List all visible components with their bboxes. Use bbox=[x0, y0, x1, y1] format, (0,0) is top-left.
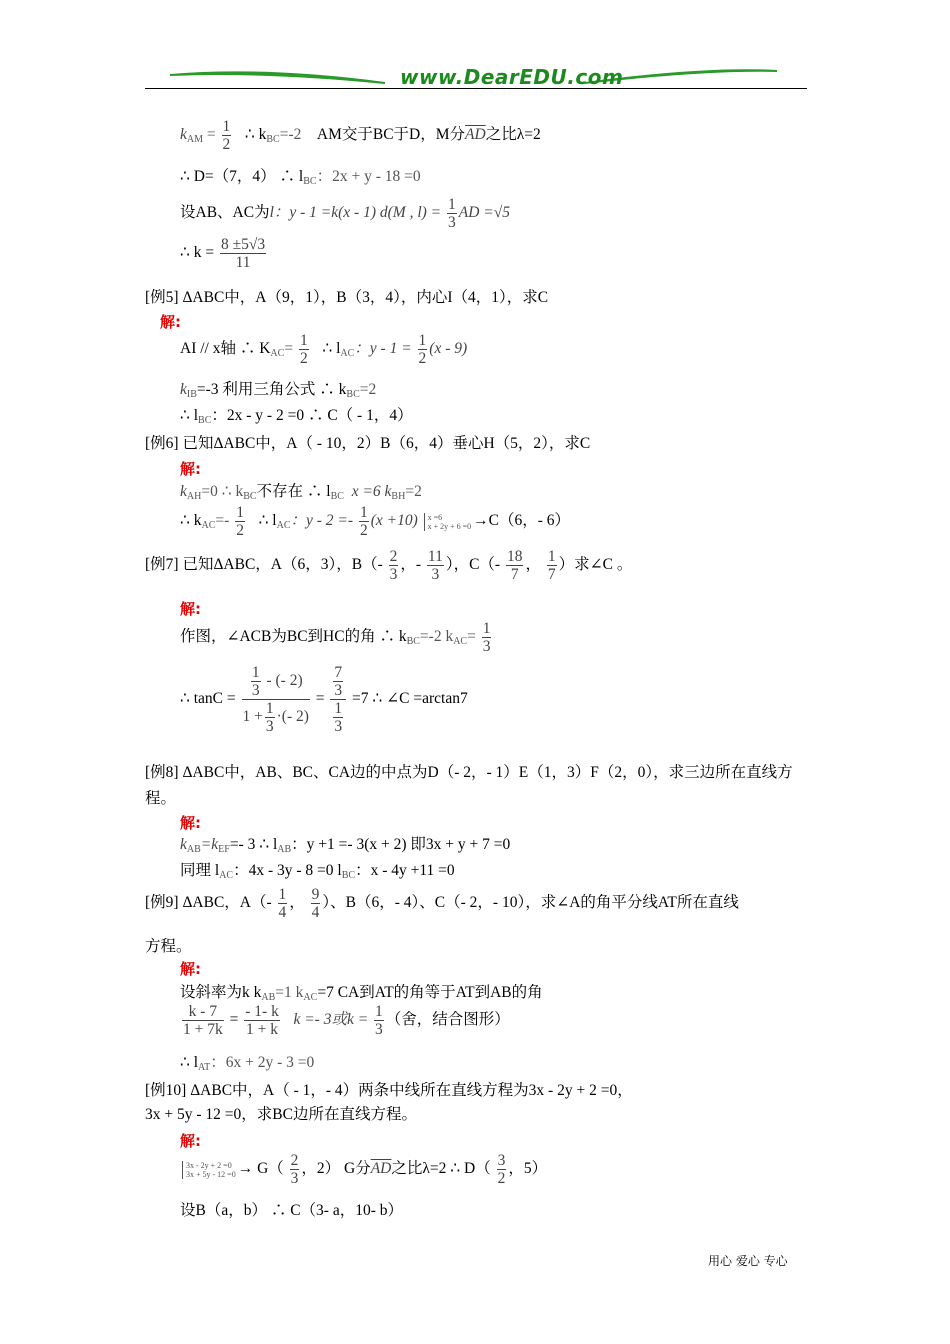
example-10-solution-label: 解: bbox=[180, 1132, 201, 1150]
example-5-line-2: $k_{IB}=-3$ 利用三角公式 ∴ $k_{BC}=2$ bbox=[180, 381, 377, 400]
example-9-title-cont: 方程。 bbox=[145, 938, 192, 955]
line-k-result: ∴ k = $\frac{8 \pm 5√3}{11}$ bbox=[180, 236, 266, 271]
example-6-line-2: ∴ $k_{AC}=-$ $\frac{1}{2}$ ∴ $l_{AC}$：y - 2 =- $\frac{1}{2}$ (x +10) x =6 x + 2y + 6 =0 →C（6，- 6） bbox=[180, 504, 571, 539]
page-header bbox=[145, 62, 807, 92]
example-8-title: [例8] ΔABC中，AB、BC、CA边的中点为D（- 2，- 1）E（1，3）F（2，0），求三边所在直线方 bbox=[145, 764, 793, 781]
example-10-line-2: 设B（a，b） ∴ C（3- a，10- b） bbox=[180, 1202, 404, 1219]
line-set-ab-ac: 设AB、AC为l：y - 1 =k(x - 1) d(M , l) = $\frac{1}{3}$ AD =√5 bbox=[180, 196, 511, 231]
line-kam: $k_{AM}$ = $\frac{1}{2}$ ∴ $k_{BC}=-2$ AM交于BC于D，M分$\overline{AD}$之比λ=2 bbox=[180, 118, 541, 153]
example-7-tan-formula: ∴ tanC = $\frac{1}{3}$ - (- 2) 1 + $\frac{1}{3}$ ·(- 2) = $\frac{\frac{7}{3}}{\frac{1}{3}}$ =7 ∴ ∠C =arctan7 bbox=[180, 664, 468, 735]
example-9-line-1: 设斜率为k $k_{AB}=1$ $k_{AC}=7$ CA到AT的角等于AT到AB的角 bbox=[180, 984, 543, 1003]
example-5-line-1: AI // x轴 ∴ $K_{AC}=$ $\frac{1}{2}$ ∴ $l_{AC}$：y - 1 = $\frac{1}{2}$ (x - 9) bbox=[180, 332, 468, 367]
example-10-title-cont: 3x + 5y - 12 =0，求BC边所在直线方程。 bbox=[145, 1106, 417, 1123]
example-7-solution-label: 解: bbox=[180, 600, 201, 618]
example-9-line-2: $\frac{k - 7}{1 + 7k}$ = $\frac{- 1- k}{1 + k}$ k =- 3或k = $\frac{1}{3}$ （舍，结合图形） bbox=[183, 1003, 510, 1038]
example-9-line-3: ∴ $l_{AT}$：6x + 2y - 3 =0 bbox=[180, 1054, 315, 1073]
header-rule bbox=[145, 88, 807, 89]
example-6-title: [例6] 已知ΔABC中，A（ - 10，2）B（6，4）垂心H（5，2），求C bbox=[145, 435, 591, 452]
example-6-solution-label: 解: bbox=[180, 460, 201, 478]
example-5-title: [例5] ΔABC中，A（9，1），B（3，4），内心I（4，1），求C bbox=[145, 289, 549, 306]
example-10-title: [例10] ΔABC中，A（ - 1，- 4）两条中线所在直线方程为3x - 2y + 2 =0， bbox=[145, 1082, 633, 1099]
equation-system: 3x - 2y + 2 =0 3x + 5y - 12 =0 bbox=[182, 1161, 236, 1179]
page-footer: 用心 爱心 专心 bbox=[708, 1254, 788, 1268]
example-8-line-1: $k_{AB}=k_{EF}=-$ 3 ∴ $l_{AB}$：y +1 =- 3(x + 2) 即3x + y + 7 =0 bbox=[180, 836, 511, 855]
example-5-solution-label: 解: bbox=[160, 313, 181, 331]
example-6-line-1: $k_{AH}=0$ ∴ $k_{BC}$不存在 ∴ $l_{BC}$ x =6 $k_{BH}=2$ bbox=[180, 483, 422, 502]
example-9-solution-label: 解: bbox=[180, 960, 201, 978]
example-7-line-1: 作图，∠ACB为BC到HC的角 ∴ $k_{BC}=-2$ $k_{AC}=$ $\frac{1}{3}$ bbox=[180, 620, 491, 655]
example-8-line-2: 同理 $l_{AC}$：4x - 3y - 8 =0 $l_{BC}$：x - 4y +11 =0 bbox=[180, 862, 455, 881]
equation-system: x =6 x + 2y + 6 =0 bbox=[424, 513, 472, 531]
example-9-title: [例9] ΔABC，A（- $\frac{1}{4}$ ， $\frac{9}{4}$ ）、B（6，- 4）、C（- 2，- 10），求∠A的角平分线AT所在直线 bbox=[145, 886, 739, 921]
example-8-solution-label: 解: bbox=[180, 814, 201, 832]
example-7-title: [例7] 已知ΔABC，A（6，3），B（- $\frac{2}{3}$ ，- $\frac{11}{3}$ ），C（- $\frac{18}{7}$ ， $\frac{1}{7}$ ）求∠C 。 bbox=[145, 548, 633, 583]
line-d-point: ∴ D=（7，4） ∴ $l_{BC}$：2x + y - 18 =0 bbox=[180, 168, 421, 187]
example-5-line-3: ∴ $l_{BC}$：2x - y - 2 =0 ∴ C（ - 1，4） bbox=[180, 407, 413, 426]
example-10-line-1: 3x - 2y + 2 =0 3x + 5y - 12 =0 → G（ $\frac{2}{3}$ ，2） G分$\overline{AD}$之比λ=2 ∴ D（ $\frac{3}{2}$ ，5） bbox=[180, 1152, 547, 1187]
example-8-title-cont: 程。 bbox=[145, 790, 177, 807]
site-url: www.DearEDU.com bbox=[400, 65, 624, 89]
